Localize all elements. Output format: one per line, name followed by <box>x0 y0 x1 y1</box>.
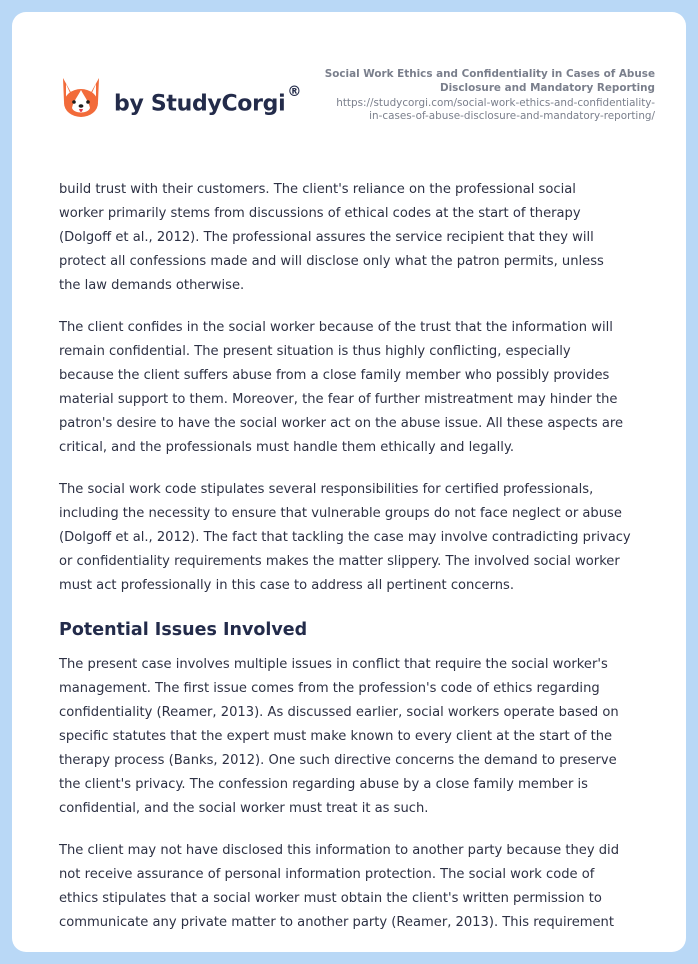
corgi-logo-icon <box>60 76 102 122</box>
text-line: not receive assurance of personal information protection. The social work code of <box>59 867 595 882</box>
text-line: the client's privacy. The confession regarding abuse by a close family member is <box>59 777 588 792</box>
paragraph <box>59 839 659 935</box>
text-line: The client confides in the social worker because of the trust that the information will <box>59 320 613 335</box>
text-line: specific statutes that the expert must make known to every client at the start of the <box>59 729 613 744</box>
paragraph <box>59 653 659 821</box>
text-line: critical, and the professionals must handle them ethically and legally. <box>59 440 514 455</box>
text-line: must act professionally in this case to address all pertinent concerns. <box>59 578 515 593</box>
text-line: The client may not have disclosed this information to another party because they did <box>59 843 620 858</box>
paragraph <box>59 316 659 460</box>
studycorgi-logo[interactable] <box>60 76 300 126</box>
text-line: because the client suffers abuse from a close family member who possibly provides <box>59 368 610 383</box>
document-page <box>12 12 686 952</box>
registered-mark: ® <box>287 84 302 100</box>
document-title-line: Disclosure and Mandatory Reporting <box>440 82 655 94</box>
text-line: material support to them. Moreover, the fear of further mistreatment may hinder the <box>59 392 618 407</box>
document-url-line[interactable]: in-cases-of-abuse-disclosure-and-mandatory-reporting/ <box>369 110 655 122</box>
paragraph <box>59 178 659 298</box>
text-line: confidential, and the social worker must treat it as such. <box>59 801 429 816</box>
text-line: patron's desire to have the social worker act on the abuse issue. All these aspects are <box>59 416 624 431</box>
text-line: management. The first issue comes from the profession's code of ethics regarding <box>59 681 600 696</box>
text-line: protect all confessions made and will disclose only what the patron permits, unless <box>59 254 604 269</box>
text-line: worker primarily stems from discussions of ethical codes at the start of therapy <box>59 206 581 221</box>
paragraph <box>59 478 659 598</box>
text-line: The present case involves multiple issues in conflict that require the social worker's <box>59 657 608 672</box>
text-line: (Dolgoff et al., 2012). The fact that tackling the case may involve contradicting privacy <box>59 530 631 545</box>
text-line: including the necessity to ensure that vulnerable groups do not face neglect or abuse <box>59 506 622 521</box>
text-line: or confidentiality requirements makes the matter slippery. The involved social worker <box>59 554 620 569</box>
page-header <box>12 12 686 162</box>
document-title-line: Social Work Ethics and Confidentiality in Cases of Abuse <box>324 68 655 80</box>
document-url[interactable] <box>295 97 655 123</box>
document-title <box>295 67 655 95</box>
text-line: (Dolgoff et al., 2012). The professional assures the service recipient that they will <box>59 230 594 245</box>
text-line: communicate any private matter to another party (Reamer, 2013). This requirement <box>59 915 614 930</box>
document-meta <box>295 67 655 123</box>
text-line: ethics stipulates that a social worker must obtain the client's written permission to <box>59 891 602 906</box>
article-body <box>59 178 659 952</box>
text-line: The social work code stipulates several responsibilities for certified professionals, <box>59 482 594 497</box>
text-line: the law demands otherwise. <box>59 278 245 293</box>
text-line: confidentiality (Reamer, 2013). As discussed earlier, social workers operate based on <box>59 705 619 720</box>
section-heading: Potential Issues Involved <box>59 620 308 640</box>
text-line: therapy process (Banks, 2012). One such directive concerns the demand to preserve <box>59 753 617 768</box>
text-line: remain confidential. The present situation is thus highly conflicting, especially <box>59 344 571 359</box>
text-line: build trust with their customers. The client's reliance on the professional social <box>59 182 576 197</box>
brand-name: by StudyCorgi ® <box>114 84 302 117</box>
document-url-line[interactable]: https://studycorgi.com/social-work-ethics-and-confidentiality- <box>336 97 655 109</box>
